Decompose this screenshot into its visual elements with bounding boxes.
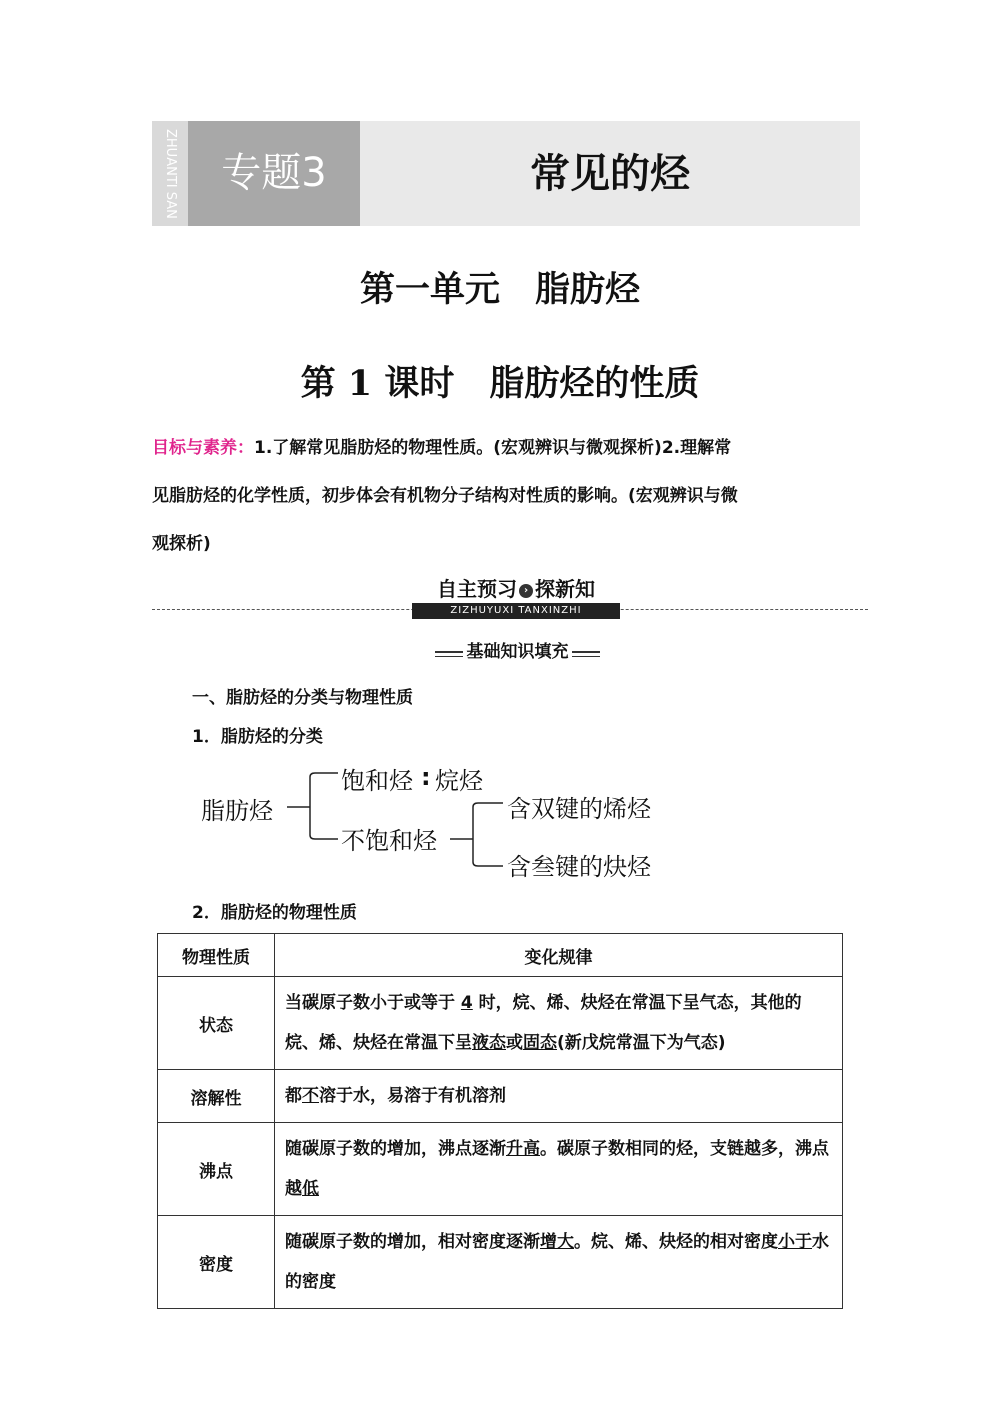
property-desc (275, 1123, 843, 1216)
decor-bar-right (572, 651, 600, 657)
chapter-tag: 专题3 (188, 121, 360, 226)
desc-text: 随碳原子数的增加，相对密度逐渐 (285, 1232, 540, 1252)
section-heading: 一、脂肪烃的分类与物理性质 (192, 688, 413, 708)
property-desc (275, 977, 843, 1070)
goals-line-1 (152, 424, 858, 472)
tree-alkyne: 含叁键的炔烃 (507, 853, 651, 881)
property-name: 沸点 (158, 1123, 275, 1216)
chevron-right-icon: › (519, 584, 533, 598)
tree-saturated: 饱和烃 (341, 767, 413, 795)
answer-blank: 低 (302, 1179, 319, 1199)
tree-unsaturated: 不饱和烃 (341, 827, 437, 855)
tree-alkene: 含双键的烯烃 (507, 795, 651, 823)
desc-text: 都 (285, 1086, 302, 1106)
basic-knowledge-label (435, 640, 600, 664)
property-name: 密度 (158, 1216, 275, 1309)
tree-root: 脂肪烃 (201, 797, 273, 825)
classification-tree (195, 755, 715, 885)
desc-text: (新戊烷常温下为气态) (557, 1033, 726, 1053)
answer-blank: 小于 (778, 1232, 812, 1252)
preview-pinyin: ZIZHUYUXI TANXINZHI (412, 603, 620, 619)
table-row (158, 1216, 843, 1309)
preview-right: 探新知 (535, 577, 595, 601)
subsection-physical-properties: 2．脂肪烃的物理性质 (192, 903, 357, 923)
tree-colon: : (421, 763, 431, 791)
answer-blank: 固态 (523, 1033, 557, 1053)
goals-label: 目标与素养： (152, 438, 254, 458)
learning-goals (152, 424, 858, 568)
property-desc (275, 1216, 843, 1309)
answer-blank: 不 (302, 1086, 319, 1106)
table-header-row (158, 934, 843, 977)
decor-bar-left (435, 651, 463, 657)
desc-text: 。碳原子数相同的烃，支链越多，沸点越 (285, 1139, 829, 1199)
unit-title: 第一单元 脂肪烃 (359, 269, 640, 310)
desc-text: 或 (506, 1033, 523, 1053)
desc-text: 水的密度 (285, 1232, 829, 1292)
tree-alkane: 烷烃 (435, 767, 483, 795)
physical-properties-table (157, 933, 843, 1309)
answer-blank: 升高 (506, 1139, 540, 1159)
subsection-classification: 1．脂肪烃的分类 (192, 727, 323, 747)
chapter-pinyin: ZHUANTI SAN (152, 121, 188, 226)
desc-text: 。烷、烯、炔烃的相对密度 (574, 1232, 778, 1252)
table-header: 物理性质 (158, 934, 275, 977)
property-name: 状态 (158, 977, 275, 1070)
preview-banner (412, 575, 620, 603)
property-desc (275, 1070, 843, 1123)
basic-knowledge-text: 基础知识填充 (466, 642, 569, 662)
desc-text: 溶于水，易溶于有机溶剂 (319, 1086, 506, 1106)
goals-line-3: 观探析) (152, 534, 211, 554)
goals-text-1: 1.了解常见脂肪烃的物理性质。(宏观辨识与微观探析)2.理解常 (254, 438, 732, 458)
chapter-title: 常见的烃 (530, 150, 690, 197)
table-header: 变化规律 (275, 934, 843, 977)
answer-blank: 液态 (472, 1033, 506, 1053)
preview-left: 自主预习 (437, 577, 517, 601)
table-row (158, 1070, 843, 1123)
desc-text: 时，烷、烯、炔烃在常温下呈气态，其他的烷、烯、炔烃在常温下呈 (285, 993, 802, 1053)
lesson-title: 第 1 课时 脂肪烃的性质 (300, 363, 700, 404)
desc-text: 当碳原子数小于或等于 (285, 993, 461, 1013)
table-row (158, 977, 843, 1070)
property-name: 溶解性 (158, 1070, 275, 1123)
answer-blank: 4 (460, 993, 473, 1013)
desc-text: 随碳原子数的增加，沸点逐渐 (285, 1139, 506, 1159)
table-row (158, 1123, 843, 1216)
answer-blank: 增大 (540, 1232, 574, 1252)
goals-line-2: 见脂肪烃的化学性质，初步体会有机物分子结构对性质的影响。(宏观辨识与微 (152, 486, 738, 506)
